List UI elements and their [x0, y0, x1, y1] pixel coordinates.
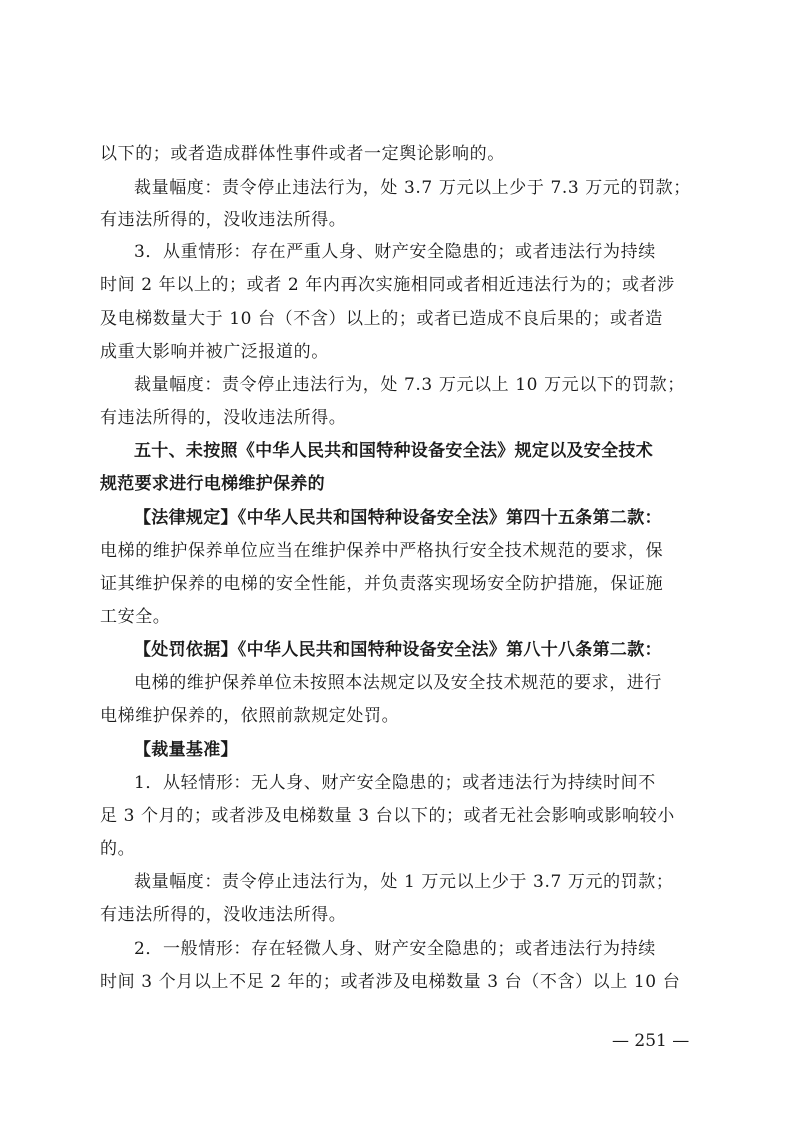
body-line: 有违法所得的，没收违法所得。 [100, 905, 347, 925]
body-line: 时间 2 年以上的；或者 2 年内再次实施相同或者相近违法行为的；或者涉 [100, 275, 675, 295]
section-heading: 五十、未按照《中华人民共和国特种设备安全法》规定以及安全技术 [134, 441, 653, 461]
page-number: — 251 — [612, 1031, 690, 1051]
body-line: 裁量幅度：责令停止违法行为，处 3.7 万元以上少于 7.3 万元的罚款； [134, 178, 691, 198]
body-line: 有违法所得的，没收违法所得。 [100, 408, 347, 428]
body-line: 2．一般情形：存在轻微人身、财产安全隐患的；或者违法行为持续 [134, 939, 656, 959]
body-line: 3．从重情形：存在严重人身、财产安全隐患的；或者违法行为持续 [134, 242, 656, 262]
body-line: 足 3 个月的；或者涉及电梯数量 3 台以下的；或者无社会影响或影响较小 [100, 806, 675, 826]
discretion-standard-heading: 【裁量基准】 [134, 740, 238, 760]
body-line: 时间 3 个月以上不足 2 年的；或者涉及电梯数量 3 台（不含）以上 10 台 [100, 972, 681, 992]
body-line: 电梯的维护保养单位应当在维护保养中严格执行安全技术规范的要求，保 [100, 541, 664, 561]
body-line: 以下的；或者造成群体性事件或者一定舆论影响的。 [100, 144, 505, 164]
body-line: 裁量幅度：责令停止违法行为，处 1 万元以上少于 3.7 万元的罚款； [134, 872, 674, 892]
body-line: 及电梯数量大于 10 台（不含）以上的；或者已造成不良后果的；或者造 [100, 309, 663, 329]
body-line: 1．从轻情形：无人身、财产安全隐患的；或者违法行为持续时间不 [134, 773, 656, 793]
body-line: 裁量幅度：责令停止违法行为，处 7.3 万元以上 10 万元以下的罚款； [134, 375, 685, 395]
section-heading: 规范要求进行电梯维护保养的 [100, 474, 325, 494]
body-line: 的。 [100, 839, 136, 859]
body-line: 证其维护保养的电梯的安全性能，并负责落实现场安全防护措施，保证施 [100, 574, 664, 594]
body-line: 电梯的维护保养单位未按照本法规定以及安全技术规范的要求，进行 [134, 673, 662, 693]
legal-provision-heading: 【法律规定】《中华人民共和国特种设备安全法》第四十五条第二款： [134, 508, 662, 528]
body-line: 有违法所得的，没收违法所得。 [100, 210, 347, 230]
body-line: 电梯维护保养的，依照前款规定处罚。 [100, 706, 400, 726]
body-line: 工安全。 [100, 607, 171, 627]
penalty-basis-heading: 【处罚依据】《中华人民共和国特种设备安全法》第八十八条第二款： [134, 640, 662, 660]
body-line: 成重大影响并被广泛报道的。 [100, 342, 329, 362]
